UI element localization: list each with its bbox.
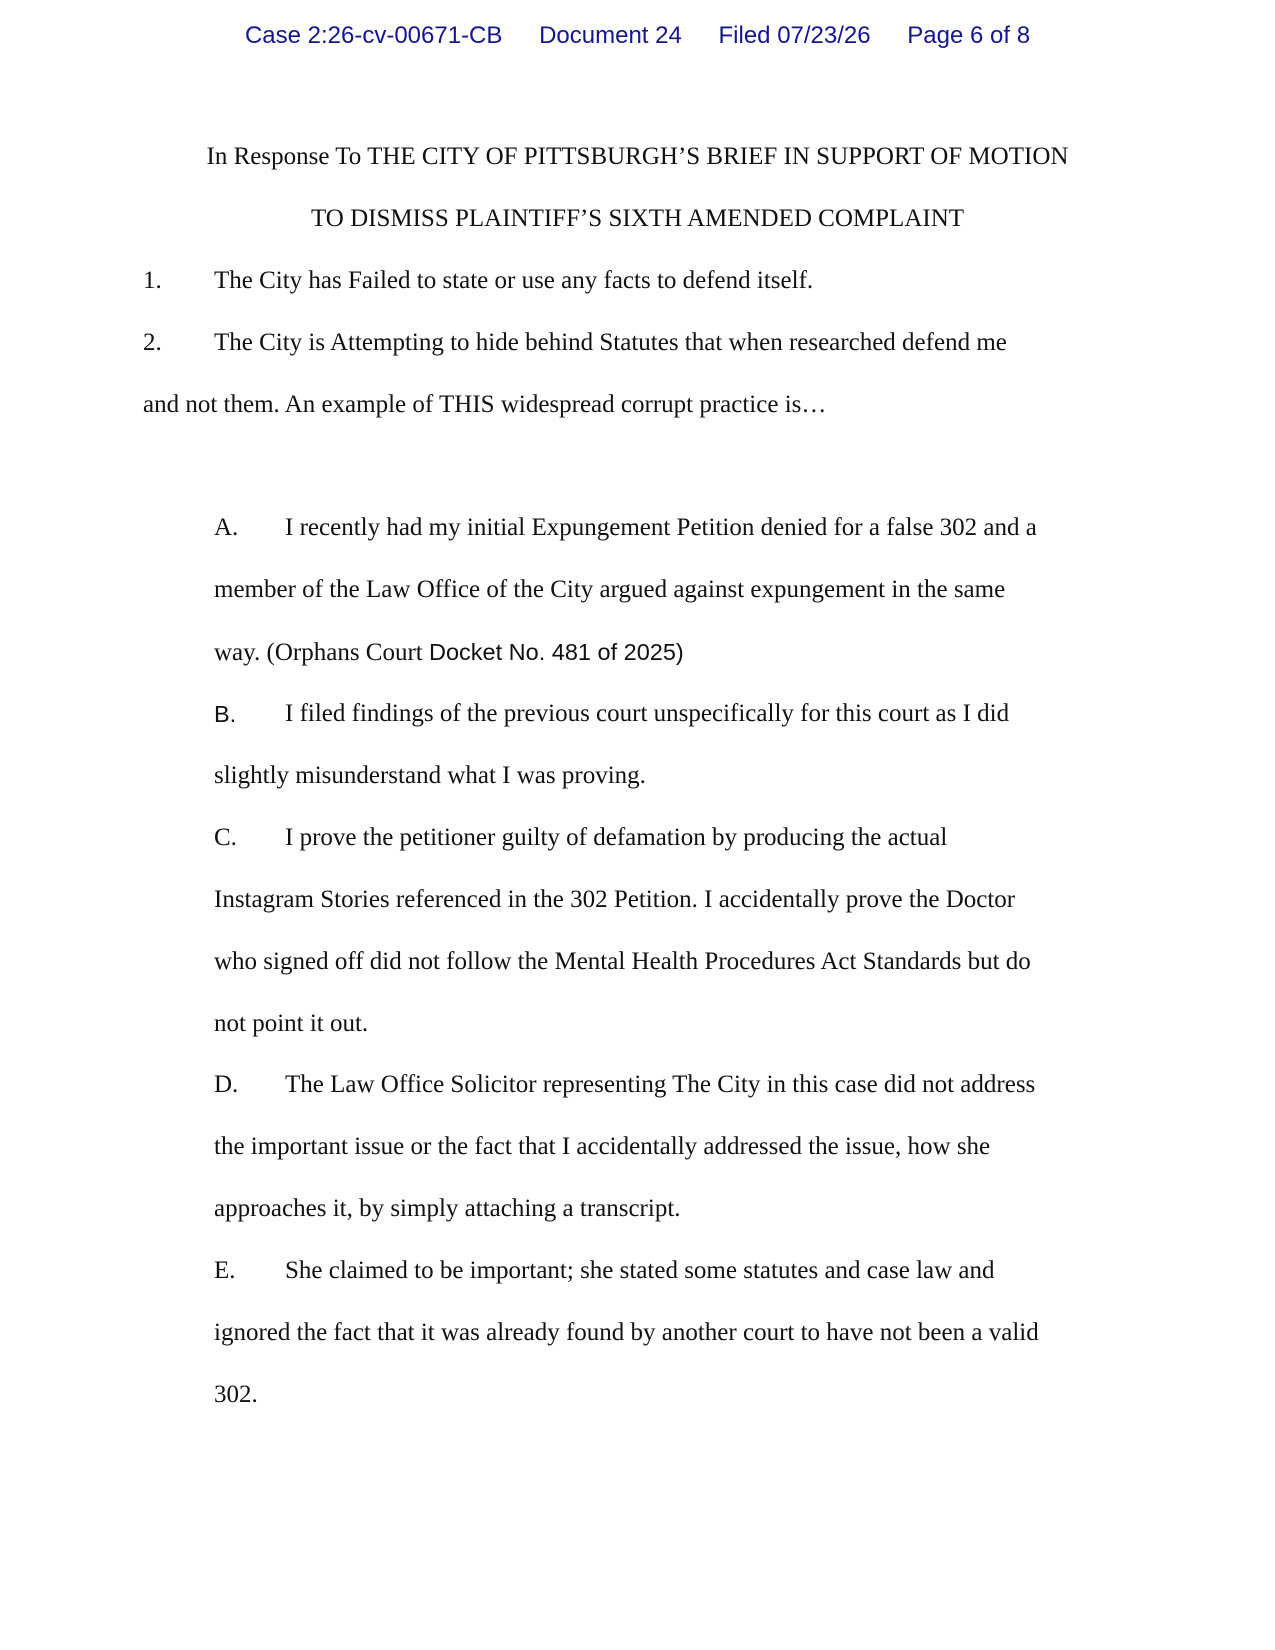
document-title-line-2: TO DISMISS PLAINTIFF’S SIXTH AMENDED COMPLAINT [310,205,965,232]
subparagraph-a-line-3-serif: way. (Orphans Court [214,639,430,666]
paragraph-1-number: 1. [143,267,162,294]
case-header-stamp [0,22,1275,50]
subparagraph-a-line-1: I recently had my initial Expungement Petition denied for a false 302 and a [285,514,1037,541]
subparagraph-a-line-2: member of the Law Office of the City argued against expungement in the same [214,576,1006,603]
document-title-line-1: In Response To THE CITY OF PITTSBURGH’S BRIEF IN SUPPORT OF MOTION [206,143,1069,170]
case-number: Case 2:26-cv-00671-CB [244,22,503,49]
paragraph-1-text: The City has Failed to state or use any facts to defend itself. [214,267,814,294]
document-number: Document 24 [539,22,682,49]
subparagraph-c-letter: C. [214,824,237,851]
subparagraph-d-line-3: approaches it, by simply attaching a transcript. [214,1195,681,1222]
subparagraph-c-line-1: I prove the petitioner guilty of defamation by producing the actual [285,824,948,851]
subparagraph-c-line-2: Instagram Stories referenced in the 302 Petition. I accidentally prove the Doctor [214,886,1016,913]
subparagraph-b-letter: B. [214,701,237,727]
subparagraph-e-line-1: She claimed to be important; she stated some statutes and case law and [285,1257,995,1284]
paragraph-2-number: 2. [143,329,162,356]
subparagraph-e-line-3: 302. [214,1381,258,1408]
subparagraph-c-line-4: not point it out. [214,1010,369,1037]
paragraph-2-text-line-2: and not them. An example of THIS widespread corrupt practice is… [143,391,827,418]
subparagraph-a-line-3 [214,637,684,668]
subparagraph-e-line-2: ignored the fact that it was already found by another court to have not been a valid [214,1319,1039,1346]
paragraph-2-text-line-1: The City is Attempting to hide behind Statutes that when researched defend me [214,329,1007,356]
subparagraph-b-line-2: slightly misunderstand what I was proving. [214,762,646,789]
subparagraph-d-letter: D. [214,1071,239,1098]
subparagraph-d-line-2: the important issue or the fact that I accidentally addressed the issue, how she [214,1133,991,1160]
subparagraph-c-line-3: who signed off did not follow the Mental Health Procedures Act Standards but do [214,948,1031,975]
subparagraph-e-letter: E. [214,1257,236,1284]
docket-reference: Docket No. 481 of 2025) [429,639,684,665]
subparagraph-a-letter: A. [214,514,239,541]
filed-date: Filed 07/23/26 [718,22,871,49]
subparagraph-b-line-1: I filed findings of the previous court unspecifically for this court as I did [285,700,1010,727]
subparagraph-d-line-1: The Law Office Solicitor representing The City in this case did not address [285,1071,1036,1098]
page-indicator: Page 6 of 8 [907,22,1031,49]
